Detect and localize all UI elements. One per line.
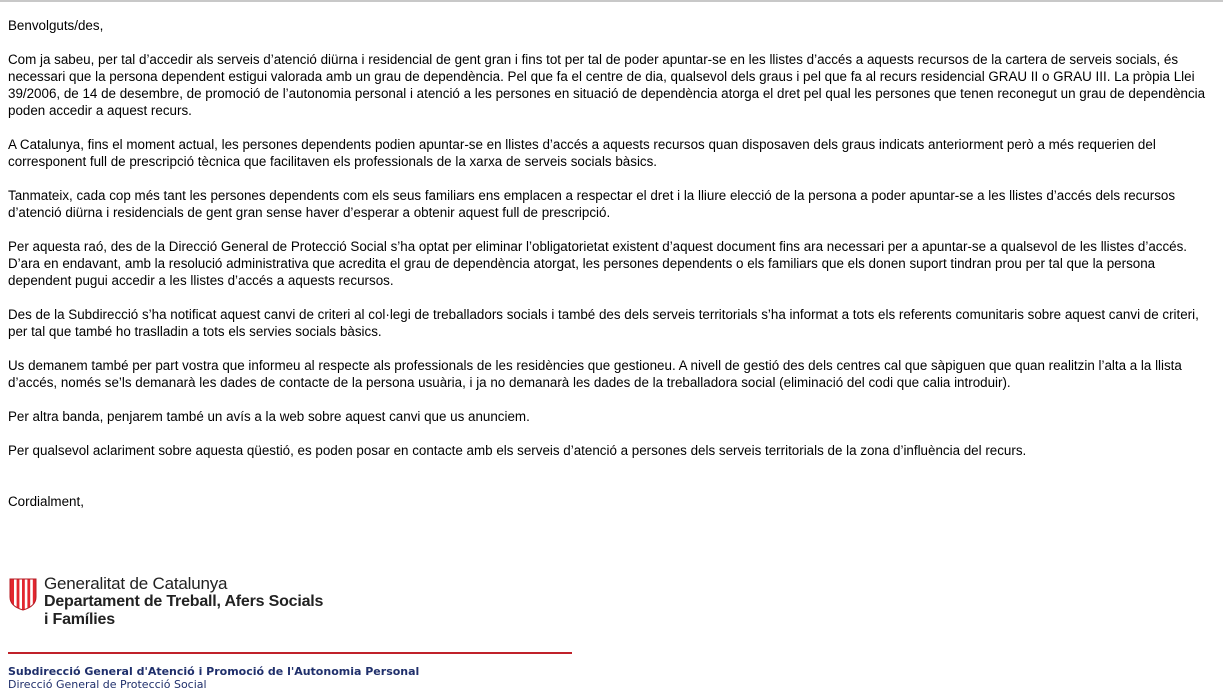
email-paragraph: Com ja sabeu, per tal d’accedir als serveis d’atenció diürna i residencial de gent gran i fins tot per tal de poder apuntar-se en les llistes d’accés a aquests recursos de la cartera de serveis socials, és necessari que la persona dependent estigui valorada amb un grau de dependència. Pel que fa el centre de dia, qualsevol dels graus i pel que fa al recurs residencial GRAU II o GRAU III. La pròpia Llei 39/2006, de 14 de desembre, de promoció de l’autonomia personal i atenció a les persones en situació de dependència atorga el dret pel qual les persones que tenen reconegut un grau de dependència poden accedir a aquest recurs. (8, 52, 1206, 118)
email-paragraph: Per aquesta raó, des de la Direcció General de Protecció Social s’ha optat per eliminar l’obligatorietat existent d’aquest document fins ara necessari per a apuntar-se a qualsevol de les llistes d’accés. D’ara en endavant, amb la resolució administrativa que acredita el grau de dependència atorgat, les persones dependents o els familiars que els donen suport tindran prou per tal que la persona dependent pugui accedir a les llistes d’accés a aquests recursos. (8, 239, 1188, 288)
email-greeting: Benvolguts/des, (8, 18, 104, 33)
email-paragraph: Tanmateix, cada cop més tant les persones dependents com els seus familiars ens emplacen a respectar el dret i la lliure elecció de la persona a poder apuntar-se a les llistes d’accés dels recursos d’atenció diürna i residencials de gent gran sense haver d’esperar a obtenir aquest full de prescripció. (8, 188, 1176, 220)
email-paragraph: Des de la Subdirecció s’ha notificat aquest canvi de criteri al col·legi de treballadors socials i també des dels serveis territorials s’ha informat a tots els referents comunitaris sobre aquest canvi de criteri, per tal que també ho traslladin a tots els servies socials bàsics. (8, 307, 1199, 339)
email-signature (8, 574, 578, 691)
signature-subdirection: Subdirecció General d'Atenció i Promoció de l'Autonomia Personal (8, 665, 420, 678)
logo-department-text: Departament de Treball, Afers Socials (44, 593, 324, 610)
email-paragraph: A Catalunya, fins el moment actual, les persones dependents podien apuntar-se en llistes d’accés a aquests recursos quan disposaven dels graus indicats anteriorment però a més requerien del corresponent full de prescripció tècnica que facilitaven els professionals de la xarxa de serveis socials bàsics. (8, 137, 1156, 169)
logo-department-text-2: i Famílies (44, 611, 115, 628)
email-paragraph: Per altra banda, penjarem també un avís a la web sobre aquest canvi que us anunciem. (8, 409, 530, 424)
signature-direction: Direcció General de Protecció Social (8, 678, 207, 691)
signature-divider (8, 652, 572, 654)
email-paragraph: Us demanem també per part vostra que informeu al respecte als professionals de les residències que gestioneu. A nivell de gestió des dels centres cal que sàpiguen que quan realitzin l’alta a la llista d’accés, només se’ls demanarà les dades de contacte de la persona usuària, i ja no demanarà les dades de la treballadora social (eliminació del codi que calia introduir). (8, 358, 1182, 390)
email-body (8, 17, 1218, 527)
top-divider (0, 0, 1223, 2)
logo-generalitat-text: Generalitat de Catalunya (44, 574, 228, 593)
email-paragraph: Per qualsevol aclariment sobre aquesta qüestió, es poden posar en contacte amb els serveis d’atenció a persones dels serveis territorials de la zona d’influència del recurs. (8, 443, 1027, 458)
generalitat-logo (8, 575, 578, 629)
email-closing: Cordialment, (8, 494, 84, 509)
generalitat-senyera-icon (8, 577, 38, 611)
